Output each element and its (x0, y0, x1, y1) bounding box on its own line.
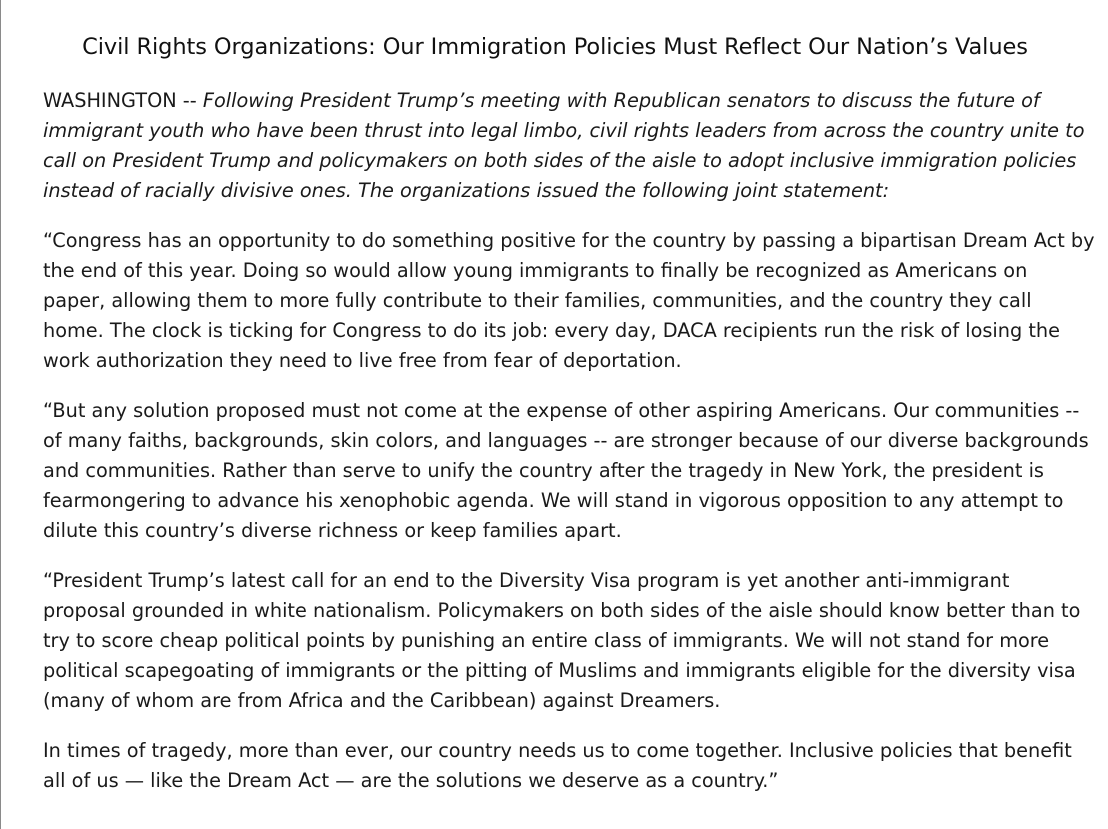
statement-paragraph: “President Trump’s latest call for an end to the Diversity Visa program is yet another anti-immigrant proposal grounded in white nationalism. Policymakers on both sides of the aisle should know better than to try to score cheap political points by punishing an entire class of immigrants. We will not stand for more political scapegoating of immigrants or the pitting of Muslims and immigrants eligible for the diversity visa (many of whom are from Africa and the Caribbean) against Dreamers. (43, 569, 1081, 712)
statement-paragraph: “Congress has an opportunity to do something positive for the country by passing a bipartisan Dream Act by the end of this year. Doing so would allow young immigrants to finally be recognized as Americans on paper, allowing them to more fully contribute to their families, communities, and the country they call home. The clock is ticking for Congress to do its job: every day, DACA recipients run the risk of losing the work authorization they need to live free from fear of deportation. (43, 229, 1095, 372)
document-body (43, 86, 1095, 816)
dateline: WASHINGTON -- (43, 89, 203, 112)
lede-paragraph (43, 86, 1095, 206)
statement-paragraph: “But any solution proposed must not come at the expense of other aspiring Americans. Our communities -- of many faiths, backgrounds, skin colors, and languages -- are stronger because of our diverse backgrounds and communities. Rather than serve to unify the country after the tragedy in New York, the president is fearmongering to advance his xenophobic agenda. We will stand in vigorous opposition to any attempt to dilute this country’s diverse richness or keep families apart. (43, 399, 1089, 542)
statement-paragraph: In times of tragedy, more than ever, our country needs us to come together. Inclusive policies that benefit all of us — like the Dream Act — are the solutions we deserve as a country.” (43, 739, 1072, 792)
document-title: Civil Rights Organizations: Our Immigration Policies Must Reflect Our Nation’s Values (82, 34, 1028, 60)
lede-text: Following President Trump’s meeting with Republican senators to discuss the future of immigrant youth who have been thrust into legal limbo, civil rights leaders from across the country unite to call on President Trump and policymakers on both sides of the aisle to adopt inclusive immigration policies instead of racially divisive ones. The organizations issued the following joint statement: (43, 89, 1085, 202)
